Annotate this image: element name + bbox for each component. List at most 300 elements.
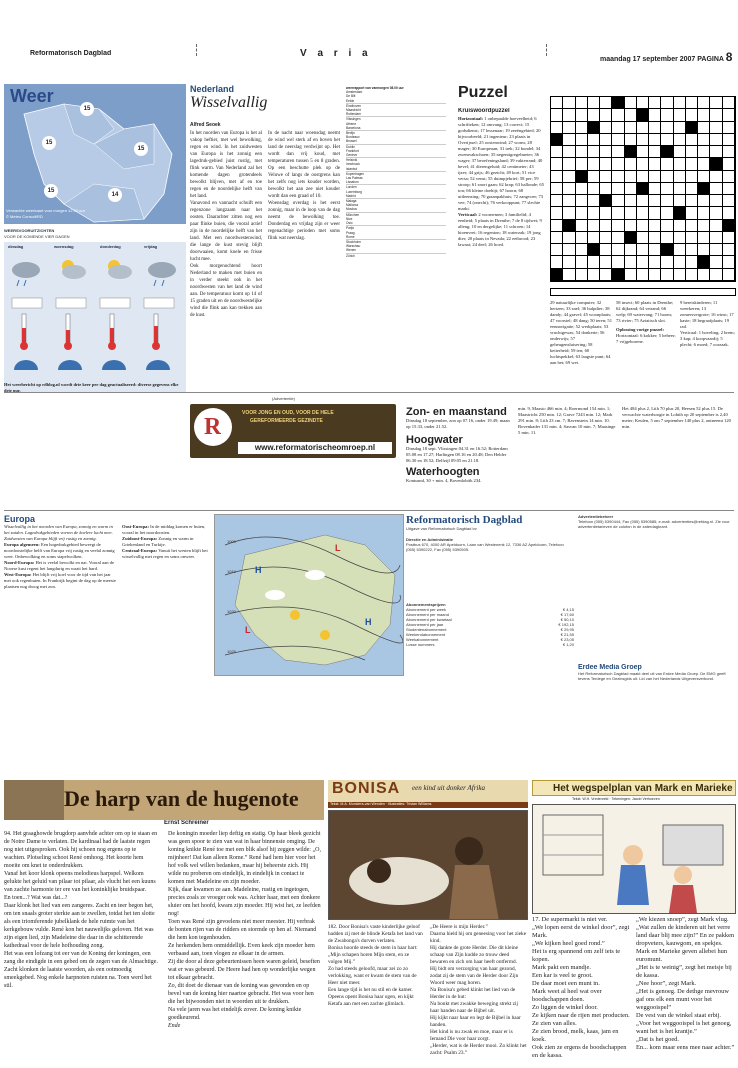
crossword-cell	[698, 269, 710, 281]
crossword-cell	[649, 220, 661, 232]
crossword-cell	[686, 146, 698, 158]
crossword-cell	[661, 158, 673, 170]
crossword-cell	[563, 220, 575, 232]
abo-price: € 17,60	[560, 612, 574, 617]
cloud-rain-icon	[148, 262, 176, 286]
weather-table-row: Vlissingen	[346, 117, 361, 122]
crossword-cell	[600, 256, 612, 268]
vert-clues-4-wrap	[680, 300, 736, 392]
weather-table-rows	[346, 90, 446, 258]
forecast-day: vrijdag	[144, 244, 158, 249]
crossword-cell	[637, 122, 649, 134]
isobar-label: 1025	[227, 649, 236, 654]
crossword-cell	[576, 244, 588, 256]
story-text: „We kiezen snoep”, zegt Mark vlug.	[636, 916, 729, 923]
hugenote-title: De harp van de hugenote	[64, 786, 299, 811]
crossword-cell	[710, 109, 722, 121]
solution-text-2: Verticaal: 1 hoveling; 2 brem; 3 kap; 4 koopvaardij; 5 plecht; 6 moed; 7 oorzaak.	[680, 330, 735, 347]
zon-panel	[406, 406, 736, 494]
europa-text: Een hogedrukgebied beweegt de noordoostelijke helft van Europa vrij rustig en veelal zonnig weer. Onbewolking en soms stapelwolken.	[4, 542, 115, 559]
story-text: En... kom maar eens mee naar achter.”	[636, 1044, 735, 1051]
crossword-cell	[723, 134, 735, 146]
crossword-cell	[612, 269, 624, 281]
abo-label: Abonnement per jaar	[406, 622, 444, 627]
pressure-label: L	[335, 543, 341, 553]
crossword-cell	[576, 220, 588, 232]
crossword-cell	[674, 220, 686, 232]
weather-table-row: Oslo	[346, 221, 446, 226]
crossword-cell	[576, 256, 588, 268]
puzzle-clues	[458, 116, 544, 366]
crossword-cell	[576, 183, 588, 195]
weather-table-row: Malaga	[346, 199, 357, 204]
nederland-p3: Ook morgenochtend hoort Nederland te maken met buien en in verder steekt ook in het noordwesten van het land de wind aan. De temperatuur komt op 14 of 15 graden uit en de noordwestelijke wind die flink aan kan trekken aan de kust.	[190, 264, 262, 318]
map-temp: 15	[134, 142, 148, 156]
umbrella-icon	[14, 360, 170, 370]
bonisa-title: BONISA	[332, 780, 401, 797]
crossword-cell	[649, 183, 661, 195]
crossword-cell	[551, 244, 563, 256]
map-temp: 15	[80, 102, 94, 116]
crossword-cell	[698, 158, 710, 170]
crossword-cell	[661, 195, 673, 207]
service-block	[578, 664, 734, 681]
crossword-cell	[600, 195, 612, 207]
crossword-cell	[710, 122, 722, 134]
abo-price: € 21,55	[560, 632, 574, 637]
crossword-cell	[600, 171, 612, 183]
weather-table-row: Barcelona	[346, 126, 446, 131]
pressure-label: L	[245, 625, 251, 635]
europa-label: West-Europa:	[4, 572, 32, 577]
crossword-cell	[600, 269, 612, 281]
story-text: Ze kijken naar de rijen met producten. Ze zien van alles.	[532, 1012, 630, 1027]
crossword-cell	[674, 122, 686, 134]
crossword-grid	[550, 96, 736, 282]
wegspel-banner	[532, 780, 736, 796]
weather-table-row: Berlijn	[346, 131, 355, 136]
crossword-cell	[612, 134, 624, 146]
crossword-cell	[637, 256, 649, 268]
crossword-cell	[625, 195, 637, 207]
masthead-divider	[546, 44, 547, 56]
crossword-cell	[710, 158, 722, 170]
story-text: Hij bidt om verzorging van haar gezond, zodat zij de stem van de Herder door Zijn Woord weer mag horen.	[430, 966, 519, 986]
vert-label: Verticaal:	[458, 212, 478, 217]
crossword-cell	[637, 97, 649, 109]
crossword-cell	[576, 195, 588, 207]
crossword-cell	[661, 207, 673, 219]
weather-table-row: Kopenhagen	[346, 171, 365, 176]
nederland-head: Nederland	[190, 84, 235, 94]
colofon-right	[578, 514, 734, 774]
europa-head: Europa	[4, 514, 36, 524]
story-text: „Wat zullen de kinderen uit het verre land daar blij mee zijn!” En ze pakken dropveters, kauwgom, en spekjes.	[636, 924, 735, 947]
story-text: Bonisa hoorde steeds de stem in haar hart: „Mijn schapen horen Mijn stem, en ze volgen Mij.”	[328, 945, 418, 965]
solution-label: Oplossing vorige puzzel:	[616, 327, 664, 332]
story-text: Zo, dit doet de dienaar van de koning was gewonden en op bevel van de koning hier naartoe gebracht. Het was voor hen die het bijwoonden niet in woorden uit te drukken.	[168, 983, 314, 1005]
crossword-cell	[661, 97, 673, 109]
crossword-cell	[723, 158, 735, 170]
crossword-cell	[576, 158, 588, 170]
crossword-cell	[674, 232, 686, 244]
crossword-cell	[649, 134, 661, 146]
forecast-header: WEERSVOORUITZICHTEN	[4, 228, 55, 233]
crossword-cell	[649, 146, 661, 158]
nederland-title: Wisselvallig	[190, 94, 268, 111]
crossword-cell	[686, 183, 698, 195]
divider	[4, 510, 734, 511]
weather-table-row: Maastricht	[346, 108, 361, 113]
bonisa-illustration-svg	[329, 811, 528, 920]
europa-text: Het blijft vrij koel voor de tijd van het jaar met ook regenbuien. In Frankrijk begint de dag op de meeste plaatsen nog droog met zon.	[4, 572, 116, 589]
crossword-cell	[588, 207, 600, 219]
europa-intro: Wisselvallig in het noorden van Europa, zonnig en warm in het zuiden. Lagedrukgebieden voeren de koelere lucht mee. Zuidwesten van Europa blijft vrij rustig en zonnig.	[4, 524, 113, 541]
crossword-cell	[686, 269, 698, 281]
crossword-cell	[551, 232, 563, 244]
bonisa-credit: Tekst: M.A. Munsters-van Wenden · Illustraties: Tristan Williams	[328, 802, 528, 808]
abo-table	[406, 607, 574, 647]
rivers-text: min. 9, Maasio 466 min. 4; Roermond 154 min. 1; Maastricht 250 min. 12; Grave 7243 min. 12; Mark 291 min. 8; Lith 23 cm. 7; Ravenstein 14 min. 10.	[518, 406, 613, 423]
forecast-icons	[4, 252, 186, 392]
isobar-label: 1020	[227, 609, 236, 614]
story-text: Mark pakt een mandje.	[532, 964, 591, 971]
bonisa-col2	[430, 924, 528, 1066]
europa-col1	[4, 514, 118, 774]
vert-clues-4: 9 bereiskinderen; 11 weerkeren; 13 zomersvergrote; 16 winst; 17 kaste; 18 begraafplaats; 19 rad.	[680, 300, 734, 329]
europa-label: Centraal-Europa:	[122, 548, 158, 553]
horiz-clues: 1 onbepaalde hoeveelheid; 6 schrifteken; 12 omvang; 13 correct; 15 godsdienst; 17 lessenaar; 19 zeeëngebied; 20 bijvoorbeeld; 21 ingenieur; 23 plaats in Overijssel; 25 oostenwind; 27 worm; 28 mager; 30 Europeaan; 31 trek; 32 bondel; 34 zwemvakschoen; 35 negentigregelmeter; 36 wager; 37 beoefeningsland; 39 vakterrand; 40 bevel; 41 dierengeluid; 42 centimeter; 43 ijzer; 44 grijs; 46 gezicht; 49 kort; 51 vice versa; 52 venst; 55 duimpjebrief; 58 per; 59 stroop; 61 snort gaan; 62 krap; 63 ballonde; 65 ton; 66 kleine doehijt; 67 hoorn; 68 uitleenzing; 70 graanpakhuis; 72 zangvoer; 73 vee; 74 (onecht); 76 verkooppunt; 77 slechte markt.	[458, 116, 544, 211]
story-text: Daarna hield hij om geneesing voor het zieke kind.	[430, 931, 527, 944]
weather-table-row: Moskou	[346, 207, 446, 212]
castle-image	[4, 780, 64, 820]
crossword-cell	[563, 171, 575, 183]
crossword-cell	[686, 232, 698, 244]
weather-table-row: Luxemburg	[346, 189, 362, 194]
weather-table-row: Istanbul	[346, 167, 446, 172]
crossword-cell	[588, 256, 600, 268]
vert-clues: 2 voornemen; 3 familielid; 4 eenheid; 5 plaats in Drenthe; 7 de 8 tijdwet; 9 alleng; 10 en dergelijke; 11 schroen; 14 bioenvrei; 16 regenton; 18 waterzak; 19 jong dier; 20 plaats in Nevada; 22 eetbrood; 23 lawaai; 24 deel; 26 hoed.	[458, 212, 542, 247]
crossword-cell	[723, 109, 735, 121]
crossword-cell	[686, 134, 698, 146]
hugenote-banner	[4, 780, 324, 820]
abo-price: € 1,20	[562, 642, 574, 647]
story-text: Ook zien ze ergens de boodschappen en de kassa.	[532, 1044, 627, 1059]
crossword-cell	[588, 183, 600, 195]
zon-col2	[518, 406, 618, 436]
crossword-cell	[637, 207, 649, 219]
crossword-cell	[661, 183, 673, 195]
crossword-cell	[551, 97, 563, 109]
crossword-cell	[723, 183, 735, 195]
crossword-cell	[686, 207, 698, 219]
story-text: „De Heere is mijn Herder.”	[430, 924, 488, 930]
crossword-cell	[661, 232, 673, 244]
crossword-cell	[563, 244, 575, 256]
crossword-cell	[686, 158, 698, 170]
weather-table-row: Madrid	[346, 194, 446, 199]
crossword-cell	[588, 122, 600, 134]
crossword-cell	[600, 122, 612, 134]
crossword-cell	[588, 232, 600, 244]
crossword-cell	[723, 269, 735, 281]
crossword-cell	[600, 158, 612, 170]
crossword-cell	[698, 171, 710, 183]
story-text: „Nee hoor”, zegt Mark.	[636, 980, 697, 987]
weather-table-row: Athene	[346, 121, 357, 126]
thermometer-icon	[152, 314, 160, 350]
story-text: Mark en Marieke geven allebei hun euromunt.	[636, 948, 728, 963]
cloud-icon	[265, 590, 285, 600]
crossword-cell	[723, 195, 735, 207]
crossword-cell	[649, 256, 661, 268]
story-text: „Dat is het goed.	[636, 1036, 679, 1043]
hugenote-author: Ernst Schreiner	[164, 820, 209, 826]
crossword-cell	[649, 97, 661, 109]
story-text: „We lopen eerst de winkel door”, zegt Mark.	[532, 924, 630, 939]
thermometer-icon	[20, 314, 28, 350]
story-text: Zij die door al deze gebeurtenissen heen waren geleid, beseften wat er was gebeurd. De Heere had hen op wonderlijke wegen tot elkaar gebracht.	[168, 959, 320, 981]
crossword-cell	[576, 122, 588, 134]
crossword-cell	[600, 146, 612, 158]
crossword-cell	[563, 97, 575, 109]
crossword-cell	[698, 97, 710, 109]
nederland-p1: In het noorden van Europa is het al vakop heftier, met wel bewolking, regen en wind. In het zuidwesten van Europa is het zonnig een lagedruk-gebied juist rustig, met flink warm. Van Nederland zal het komende dagen grotendeels bewolkt blijven, met af en toe regen en de noordelijke helft van het land.	[190, 131, 262, 199]
puzzle-panel	[452, 84, 738, 396]
story-text: Kijk, daar kwamen ze aan. Madeleine, rustig en ingetogen, precies zoals ze vroeger ook was. Achter haar, met een donkere sluier om het hoofd, kwam zijn moeder. Hij wist het, ze leefden nog!	[168, 887, 321, 917]
crossword-cell	[698, 122, 710, 134]
story-text: Na vele jaren was het eindelijk zover. De koning knikte goedkeurend.	[168, 1007, 302, 1021]
story-text: „Herder, wat is de Herder mooi. Zo klinkt het zacht: Psalm 23.”	[430, 1043, 527, 1056]
europa-map-svg	[215, 515, 404, 676]
crossword-cell	[674, 134, 686, 146]
isobar-label: 1010	[227, 569, 236, 574]
crossword-cell	[674, 146, 686, 158]
crossword-cell	[563, 269, 575, 281]
crossword-cell	[563, 158, 575, 170]
crossword-cell	[710, 244, 722, 256]
abo-label: Weekabonnement	[406, 637, 439, 642]
europa-map	[214, 514, 404, 676]
crossword-cell	[563, 109, 575, 121]
weather-table-row: Dublin	[346, 144, 356, 149]
ad-banner	[190, 404, 396, 458]
nederland-byline: Alfred Seoek	[190, 122, 221, 128]
crossword-cell	[698, 109, 710, 121]
weather-panel	[4, 84, 186, 396]
weather-table-row: Lissabon	[346, 180, 446, 185]
crossword-cell	[600, 220, 612, 232]
crossword-cell	[698, 220, 710, 232]
ad-slogan: VOOR JONG EN OUD, VOOR DE HELE	[242, 410, 334, 416]
crossword-cell	[588, 97, 600, 109]
zon-text: Dinsdag 18 september, zon op 07.16, onder 19.49; maan op 15.33, onder 21.52.	[406, 418, 510, 429]
crossword-cell	[661, 220, 673, 232]
europa-label: Oost-Europa:	[122, 524, 149, 529]
ad-block	[186, 396, 400, 460]
map-caption: Verwachte weerkaart voor morgen 12.00 uur	[6, 208, 85, 213]
crossword-cell	[612, 97, 624, 109]
crossword-cell	[576, 269, 588, 281]
wegspel-story	[532, 780, 736, 1068]
crossword-cell	[674, 171, 686, 183]
wegspel-credit: Tekst: W.H. Vrederveld · Tekeningen: Jacob Verhoeven	[572, 797, 660, 801]
crossword-cell	[710, 256, 722, 268]
crossword-cell	[625, 158, 637, 170]
weather-table-row: München	[346, 212, 360, 217]
crossword-cell	[710, 195, 722, 207]
crossword-cell	[698, 195, 710, 207]
crossword-cell	[551, 146, 563, 158]
crossword-cell	[625, 171, 637, 183]
crossword-cell	[625, 134, 637, 146]
crossword-cell	[710, 97, 722, 109]
crossword-cell	[698, 146, 710, 158]
crossword-cell	[551, 269, 563, 281]
service-text: Het Reformatorisch Dagblad maakt deel uit van Erdee Media Groep. De EMG geeft tevens Terdege en Gezinsgids uit. Lid van het Nederlands Uitgeversverbond.	[578, 671, 726, 681]
forecast-sub: VOOR DE KOMENDE VIER DAGEN	[4, 234, 70, 239]
crossword-cell	[576, 232, 588, 244]
crossword-cell	[625, 232, 637, 244]
crossword-cell	[710, 220, 722, 232]
crossword-cell	[600, 97, 612, 109]
story-text: „Het is genoeg. De dethge mevrouw gaf ons elk een munt voor het weggooispel”	[636, 988, 729, 1011]
europa-label: Zuidoost-Europa:	[122, 536, 158, 541]
story-text: Hij kijkt naar haar en legt de Bijbel in haar handen.	[430, 1015, 521, 1028]
crossword-cell	[686, 195, 698, 207]
pressure-label: H	[365, 617, 372, 627]
ad-logo	[194, 408, 232, 446]
waterhoogten-head: Waterhoogten	[406, 466, 480, 478]
story-end: Ende	[168, 1023, 181, 1029]
crossword-cell	[612, 122, 624, 134]
crossword-cell	[661, 122, 673, 134]
story-text: Vanaf het koor klonk opeens melodieus harpspel. Welkom gelukte het geluid van pilaar tot pilaar, als vlucht het een kuuns van zachte harmonie ter ere van het koninklijke bruidspaar.	[4, 871, 156, 893]
story-text: „Het is te weinig”, zegt het meisje bij de kassa.	[636, 964, 732, 979]
weather-map	[4, 84, 186, 224]
sun-cloud-icon	[62, 260, 86, 279]
crossword-cell	[649, 244, 661, 256]
crossword-cell	[625, 220, 637, 232]
crossword-cell	[625, 256, 637, 268]
story-text: Een kar is veel te groot.	[532, 972, 593, 979]
story-text: Ze herkenden hem onmiddellijk. Even keek zijn moeder hem verbaasd aan, toen vlogen ze elkaar in de armen.	[168, 943, 315, 957]
crossword-cell	[612, 171, 624, 183]
crossword-cell	[551, 220, 563, 232]
crossword-cell	[625, 183, 637, 195]
abo-price: € 4,15	[562, 607, 574, 612]
masthead-date: maandag 17 september 2007 PAGINA 8	[600, 50, 733, 64]
story-text: Na Bonisa's gebed klinkt het lied van de Herder in de hut:	[430, 987, 516, 1000]
crossword-cell	[674, 195, 686, 207]
crossword-cell	[551, 207, 563, 219]
crossword-cell	[612, 207, 624, 219]
crossword-cell	[576, 171, 588, 183]
bonisa-col1	[328, 924, 424, 1066]
colofon-left	[406, 514, 574, 774]
crossword-cell	[625, 244, 637, 256]
abo-label: Weekendabonnement	[406, 632, 446, 637]
crossword-cell	[625, 269, 637, 281]
story-text: Mark weet al heel wat over boodschappen doen.	[532, 988, 602, 1003]
nederland-p2: Vanavond en vannacht schuift een regenzone langzaam naar het oosten. Daarachter zitten nog een paar flinke buien, die vooral actief zijn in de noordelijke helft van het land. Met een noordwestenwind, die lange de kust stevig blijft doorwaaien, komt koele en frisse lucht mee.	[190, 201, 262, 262]
crossword-cell	[551, 183, 563, 195]
map-temp: 14	[108, 188, 122, 202]
colofon	[406, 514, 736, 776]
ad-url[interactable]: www.reformatorischeomroep.nl	[238, 442, 392, 454]
crossword-cell	[723, 244, 735, 256]
crossword-cell	[612, 109, 624, 121]
crossword-cell	[563, 232, 575, 244]
story-text: 182. Door Bonisa's vaste kinderlijke geloof hadden zij met de blinde Ketafa het land van de Zwabonga's durven verlaten.	[328, 924, 423, 944]
crossword-cell	[674, 97, 686, 109]
weather-table-row: Parijs	[346, 226, 354, 231]
weather-table-row: Rotterdam	[346, 112, 446, 117]
puzzle-title: Puzzel	[458, 84, 508, 101]
weather-table-row: Las Palmas	[346, 176, 363, 181]
pressure-label: H	[255, 565, 262, 575]
crossword-cell	[723, 146, 735, 158]
crossword-cell	[723, 97, 735, 109]
crossword-cell	[600, 207, 612, 219]
crossword-cell	[637, 232, 649, 244]
story-text: Toen was René zijn gevoelens niet meer meester. Hij verbrak de bonten rijen van de ridders en stormde op hen af. Niemand die hem kon tegenhouden.	[168, 919, 317, 941]
crossword-cell	[649, 122, 661, 134]
cloud-rain-icon	[12, 262, 40, 286]
crossword-cell	[625, 207, 637, 219]
crossword-cell	[637, 109, 649, 121]
crossword-cell	[600, 183, 612, 195]
crossword-cell	[637, 220, 649, 232]
nederland-article	[190, 84, 340, 374]
weather-table-row: Innsbruck	[346, 162, 360, 167]
crossword-cell	[686, 220, 698, 232]
solution-row	[550, 288, 736, 296]
crossword-cell	[637, 158, 649, 170]
nederland-col1	[190, 130, 262, 370]
crossword-cell	[551, 171, 563, 183]
crossword-cell	[637, 269, 649, 281]
forecast-day: woensdag	[54, 244, 74, 249]
europa-label: Europa algemeen:	[4, 542, 40, 547]
story-text: Een lange tijd is het nu stil en de kamer.	[328, 987, 413, 993]
story-text: Daar klonk het lied van een zangeres. Zacht en teer begon het, om ten snaals groter sterkte aan te zwellen, totdat het ten slotte als een triomferende jubelklank de hele ruimte van het kerkgebouw vulde. René kon het nauwelijks geloven. Het was zijn eigen lied, zijn Madeleine die daar in die schitterende kathedraal voor de hele hofhouding zong.	[4, 903, 155, 949]
crossword-cell	[649, 269, 661, 281]
nederland-p4: In de nacht naar woensdag neemt de wind wel sterk af en boven het land de neerslag verdwijnt op. Het wordt dan vrij koud, met temperaturen tussen 5 en 8 graden. Op een beschutte plek op de Veluwe of langs de oostgrens kan het zelfs nog iets kouder worden, bewolkt het aan zee niet kouder wordt dan een graad of 10.	[268, 131, 340, 199]
crossword-cell	[600, 232, 612, 244]
crossword-cell	[637, 134, 649, 146]
zon-head: Zon- en maanstand	[406, 406, 507, 418]
nederland-col2	[268, 130, 340, 370]
crossword-cell	[551, 134, 563, 146]
crossword-cell	[723, 207, 735, 219]
story-text: 94. Het graaghowde brugdorp aanvhde achter om op te staan en de Notre Dame te verlaten. De kardinaal had de laatste regen nog niet uitgesproken. Ook hij schoen nog ergens op te wachten. Plotseling schoot René omhoog. Het koorte hem moeite om knet te onderdrukken.	[4, 831, 158, 869]
colofon-paper: Reformatorisch Dagblad	[406, 514, 523, 526]
sun-icon	[290, 610, 300, 620]
story-text: Het is erg spannend om zelf iets te kopen.	[532, 948, 621, 963]
hoogwater-head: Hoogwater	[406, 434, 463, 446]
crossword-cell	[661, 171, 673, 183]
crossword-cell	[723, 232, 735, 244]
weather-title: Weer	[10, 86, 54, 106]
weather-table-row: Warschau	[346, 244, 361, 249]
bonisa-story	[328, 780, 528, 1068]
crossword-cell	[710, 183, 722, 195]
story-text: Het kind is nu zwak en moe, maar er is Iemand Die voor haar zorgt.	[430, 1029, 513, 1042]
crossword-cell	[551, 122, 563, 134]
crossword-cell	[563, 122, 575, 134]
crossword-cell	[661, 244, 673, 256]
